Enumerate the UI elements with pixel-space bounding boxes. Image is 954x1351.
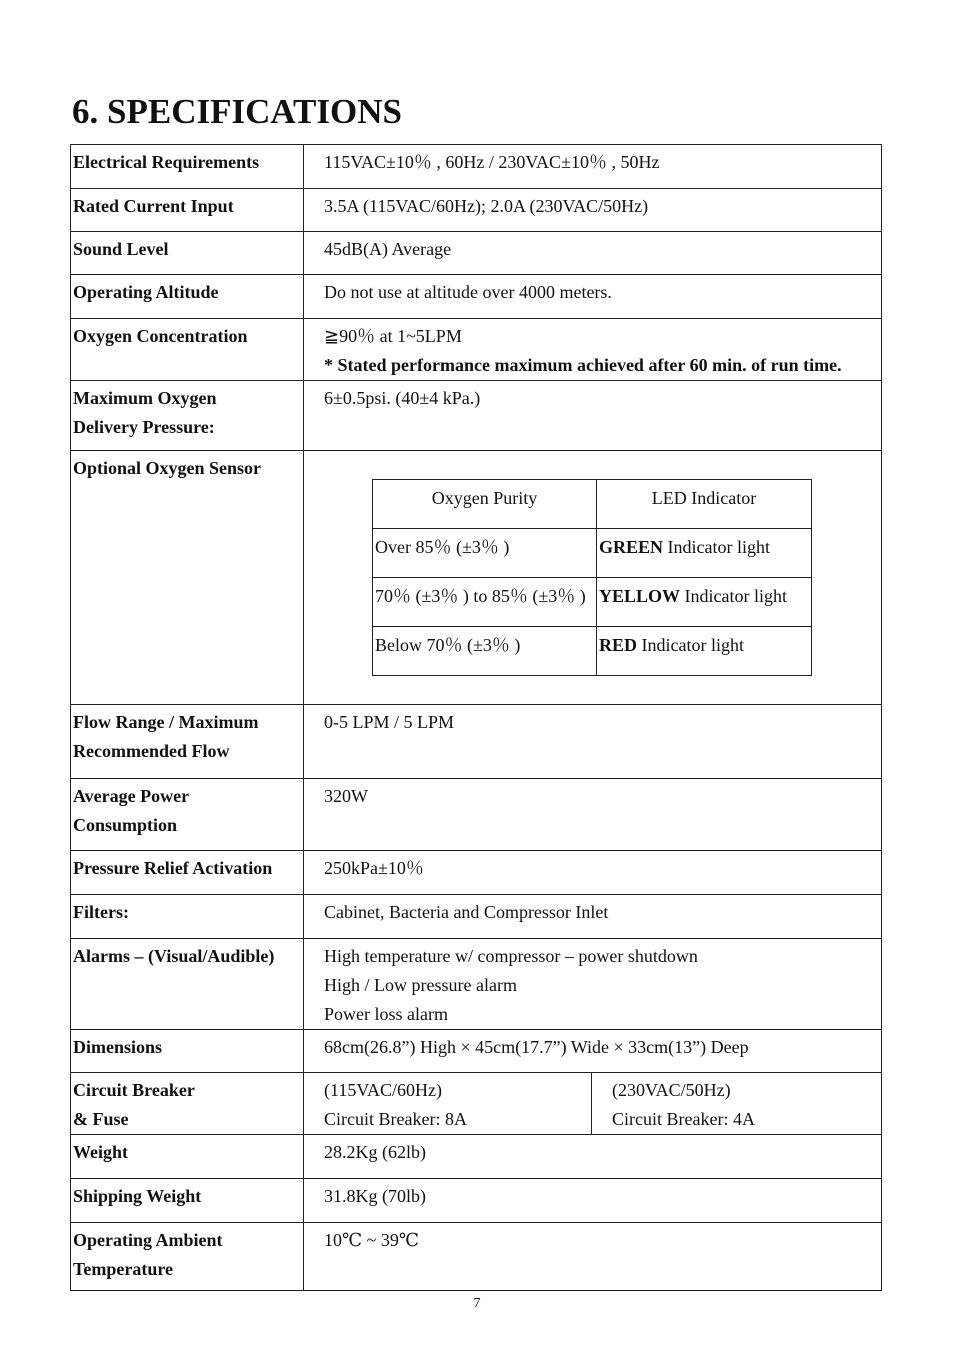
sensor-purity: Over 85％ (±3％ ) [373, 529, 597, 578]
spec-value: 250kPa±10％ [304, 851, 882, 895]
spec-label: Dimensions [71, 1030, 304, 1073]
spec-label-line: Circuit Breaker [73, 1080, 195, 1100]
spec-value: Do not use at altitude over 4000 meters. [304, 275, 882, 319]
led-color: YELLOW [599, 586, 681, 606]
spec-value: 10℃ ~ 39℃ [304, 1223, 882, 1291]
led-suffix: Indicator light [680, 586, 788, 606]
spec-value: 320W [304, 779, 882, 851]
sensor-row [373, 578, 812, 627]
spec-label-line: Recommended Flow [73, 741, 230, 761]
spec-label [71, 705, 304, 779]
spec-label: Shipping Weight [71, 1179, 304, 1223]
breaker-line: Circuit Breaker: 8A [324, 1109, 467, 1129]
spec-label [71, 1223, 304, 1291]
specifications-table [70, 144, 882, 1291]
spec-row-flow-range [71, 705, 882, 779]
spec-label: Rated Current Input [71, 189, 304, 232]
sensor-table [372, 479, 812, 676]
spec-row-ambient-temperature [71, 1223, 882, 1291]
spec-value: 28.2Kg (62lb) [304, 1135, 882, 1179]
spec-row-power [71, 779, 882, 851]
spec-row-sound [71, 232, 882, 275]
spec-label [71, 1073, 304, 1135]
spec-label: Weight [71, 1135, 304, 1179]
spec-value: Cabinet, Bacteria and Compressor Inlet [304, 895, 882, 939]
spec-label-line: Consumption [73, 815, 178, 835]
alarm-line: High / Low pressure alarm [324, 975, 517, 995]
spec-value-230vac [592, 1073, 882, 1135]
spec-row-shipping-weight [71, 1179, 882, 1223]
sensor-purity: Below 70％ (±3％ ) [373, 627, 597, 676]
spec-label: Operating Altitude [71, 275, 304, 319]
spec-value: 45dB(A) Average [304, 232, 882, 275]
page-title: 6. SPECIFICATIONS [72, 92, 402, 131]
spec-value-115vac [304, 1073, 592, 1135]
spec-value: 3.5A (115VAC/60Hz); 2.0A (230VAC/50Hz) [304, 189, 882, 232]
spec-label: Pressure Relief Activation [71, 851, 304, 895]
spec-label: Sound Level [71, 232, 304, 275]
spec-row-electrical [71, 145, 882, 189]
spec-label-line: Temperature [73, 1259, 173, 1279]
spec-label [71, 381, 304, 451]
sensor-header-led: LED Indicator [597, 480, 812, 529]
spec-label: Oxygen Concentration [71, 319, 304, 381]
breaker-line: (115VAC/60Hz) [324, 1080, 442, 1100]
sensor-row [373, 627, 812, 676]
sensor-wrap [304, 451, 881, 704]
led-suffix: Indicator light [663, 537, 770, 557]
spec-row-current [71, 189, 882, 232]
spec-label: Alarms – (Visual/Audible) [71, 939, 304, 1030]
spec-row-filters [71, 895, 882, 939]
spec-value [304, 319, 882, 381]
spec-value: 6±0.5psi. (40±4 kPa.) [304, 381, 882, 451]
spec-row-circuit-breaker [71, 1073, 882, 1135]
spec-value: 0-5 LPM / 5 LPM [304, 705, 882, 779]
sensor-header-row [373, 480, 812, 529]
sensor-led [597, 627, 812, 676]
spec-label-line: Delivery Pressure: [73, 417, 215, 437]
spec-row-weight [71, 1135, 882, 1179]
spec-row-delivery-pressure [71, 381, 882, 451]
spec-label-line: Operating Ambient [73, 1230, 223, 1250]
spec-label-line: Maximum Oxygen [73, 388, 217, 408]
spec-label [71, 779, 304, 851]
spec-value: 68cm(26.8”) High × 45cm(17.7”) Wide × 33cm(13”) Deep [304, 1030, 882, 1073]
sensor-led [597, 529, 812, 578]
spec-label: Filters: [71, 895, 304, 939]
alarm-line: High temperature w/ compressor – power shutdown [324, 946, 698, 966]
led-suffix: Indicator light [637, 635, 744, 655]
sensor-led [597, 578, 812, 627]
spec-row-alarms [71, 939, 882, 1030]
breaker-line: Circuit Breaker: 4A [612, 1109, 755, 1129]
spec-value: 31.8Kg (70lb) [304, 1179, 882, 1223]
spec-value-line: ≧90％ at 1~5LPM [324, 326, 462, 346]
sensor-purity: 70％ (±3％ ) to 85％ (±3％ ) [373, 578, 597, 627]
spec-row-pressure-relief [71, 851, 882, 895]
led-color: GREEN [599, 537, 664, 557]
sensor-row [373, 529, 812, 578]
spec-row-oxygen-concentration [71, 319, 882, 381]
page-number: 7 [473, 1296, 481, 1311]
spec-row-dimensions [71, 1030, 882, 1073]
spec-label-line: Flow Range / Maximum [73, 712, 259, 732]
spec-row-altitude [71, 275, 882, 319]
sensor-header-purity: Oxygen Purity [373, 480, 597, 529]
spec-row-oxygen-sensor [71, 451, 882, 705]
spec-label: Optional Oxygen Sensor [71, 451, 304, 705]
spec-label-line: Average Power [73, 786, 190, 806]
spec-value: 115VAC±10％ , 60Hz / 230VAC±10％ , 50Hz [304, 145, 882, 189]
spec-label-line: & Fuse [73, 1109, 129, 1129]
alarm-line: Power loss alarm [324, 1004, 448, 1024]
breaker-line: (230VAC/50Hz) [612, 1080, 731, 1100]
spec-value [304, 939, 882, 1030]
spec-note: * Stated performance maximum achieved after 60 min. of run time. [324, 355, 842, 375]
spec-label: Electrical Requirements [71, 145, 304, 189]
sensor-cell [304, 451, 882, 705]
led-color: RED [599, 635, 638, 655]
